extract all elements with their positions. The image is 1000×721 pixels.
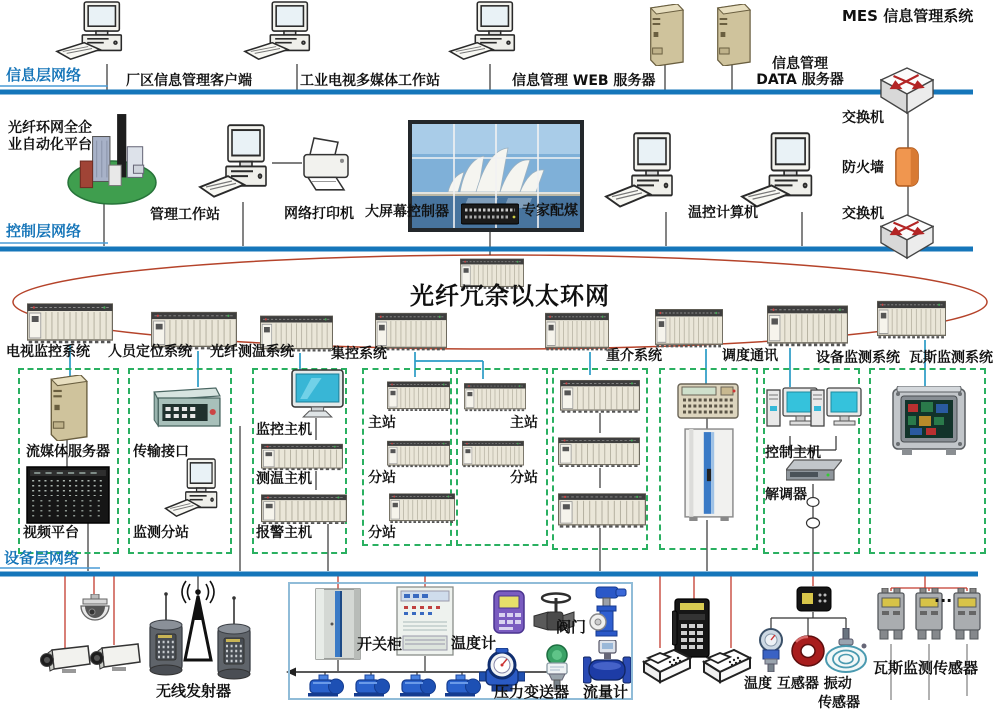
dispatch-console-icon <box>677 383 739 419</box>
tower-server-icon <box>645 4 685 66</box>
label-temp-computer: 温控计算机 <box>688 205 758 221</box>
label-temp-host: 测温主机 <box>256 471 312 487</box>
plc-rack-icon <box>387 436 450 469</box>
label-network-printer: 网络打印机 <box>284 206 354 222</box>
control-cabinet-icon <box>395 586 455 658</box>
desk-phone-icon <box>640 644 692 686</box>
label-alarm-host: 报警主机 <box>256 525 312 541</box>
plc-rack-icon <box>464 378 526 413</box>
box-camera-icon <box>38 644 92 678</box>
label-monitor-substation: 监测分站 <box>133 525 189 541</box>
switchgear-cabinet-icon <box>314 588 362 662</box>
label-flow-meter: 流量计 <box>583 683 629 701</box>
gas-monitor-unit-icon <box>892 386 966 456</box>
motor-icon <box>398 674 436 698</box>
label-valve: 阀门 <box>556 618 587 636</box>
vibration-sensor-icon <box>824 628 868 674</box>
label-sub-station: 分站 <box>368 525 396 541</box>
system-name-dispatch: 调度通讯 <box>722 348 778 364</box>
plc-rack-icon <box>261 439 343 472</box>
label-firewall: 防火墙 <box>842 160 884 176</box>
label-mes: MES 信息管理系统 <box>842 7 974 25</box>
plc-rack-icon <box>261 489 347 526</box>
label-demodulator: 解调器 <box>765 487 807 503</box>
crt-monitor-icon <box>291 369 344 419</box>
desktop-computer-icon <box>243 1 321 65</box>
label-web-server: 信息管理 WEB 服务器 <box>512 73 656 89</box>
label-data-server-2: DATA 服务器 <box>756 72 844 88</box>
label-management-ws: 管理工作站 <box>150 207 220 223</box>
label-switch-1: 交换机 <box>842 110 884 126</box>
plc-rack-icon <box>462 436 524 469</box>
system-name-dense-medium: 重介系统 <box>606 348 662 364</box>
label-sensor-group-1: 温度 互感器 振动 <box>744 676 852 692</box>
plc-rack-icon <box>545 306 609 353</box>
box-camera-icon <box>88 642 142 676</box>
label-platform-1: 光纤环网全企 <box>8 120 92 136</box>
thermometer-icon <box>490 589 530 635</box>
label-transmission-hub: 传输接口 <box>133 444 189 460</box>
video-platform-icon <box>26 466 110 524</box>
plc-rack-icon <box>27 296 113 346</box>
system-name-fiber-temp: 光纤测温系统 <box>210 344 294 360</box>
stream-server-icon <box>45 375 89 441</box>
plc-rack-icon <box>767 298 848 349</box>
junction-sensor-icon <box>796 585 832 613</box>
valve-icon <box>584 586 628 638</box>
system-name-equipment: 设备监测系统 <box>816 350 900 366</box>
label-sub-station: 分站 <box>368 470 396 486</box>
label-data-server-1: 信息管理 <box>772 56 828 72</box>
system-name-gas: 瓦斯监测系统 <box>909 350 993 366</box>
info-layer-label: 信息层网络 <box>6 66 82 84</box>
desktop-computer-icon <box>198 124 278 204</box>
device-layer-label: 设备层网络 <box>4 549 80 567</box>
label-factory-client: 厂区信息管理客户端 <box>126 73 252 89</box>
desktop-computer-icon <box>55 1 133 65</box>
label-gas-sensors: 瓦斯监测传感器 <box>873 659 979 677</box>
motor-icon <box>306 674 344 698</box>
system-name-personnel: 人员定位系统 <box>108 344 192 360</box>
label-platform-2: 业自动化平台 <box>8 137 92 153</box>
system-name-tv: 电视监控系统 <box>6 344 90 360</box>
system-name-central: 集控系统 <box>331 346 387 362</box>
transmission-hub-icon <box>148 386 222 428</box>
network-switch-icon <box>880 214 934 260</box>
label-sub-station: 分站 <box>510 470 538 486</box>
plc-rack-icon <box>387 376 450 413</box>
label-thermometer: 温度计 <box>451 634 497 652</box>
label-pressure-transmitter: 压力变送器 <box>494 683 570 701</box>
tall-cabinet-icon <box>683 428 735 522</box>
label-switchgear: 开关柜 <box>357 635 403 653</box>
motor-icon <box>352 674 390 698</box>
plc-rack-icon <box>389 488 455 525</box>
desktop-computer-icon <box>740 132 824 214</box>
antenna-icon <box>180 580 216 664</box>
label-multimedia-workstation: 工业电视多媒体工作站 <box>300 73 440 89</box>
label-stream-server: 流媒体服务器 <box>26 444 110 460</box>
plc-rack-icon <box>558 432 640 469</box>
label-ellipsis: ··· <box>934 591 953 610</box>
label-video-platform: 视频平台 <box>23 525 79 541</box>
label-monitor-host: 监控主机 <box>256 422 312 438</box>
label-control-host: 控制主机 <box>765 445 821 461</box>
desktop-computer-icon <box>604 132 684 214</box>
label-coal-expert: 专家配煤 <box>522 203 578 219</box>
label-master-station: 主站 <box>368 415 396 431</box>
printer-icon <box>300 136 352 196</box>
label-master-station: 主站 <box>510 415 538 431</box>
substation-pc-icon <box>164 458 226 522</box>
ring-title: 光纤冗余以太环网 <box>410 282 610 310</box>
label-switch-2: 交换机 <box>842 206 884 222</box>
current-transformer-icon <box>790 634 826 668</box>
control-layer-label: 控制层网络 <box>6 222 82 240</box>
demodulator-icon <box>786 459 842 485</box>
desktop-computer-icon <box>448 1 526 65</box>
wireless-transmitter-icon <box>216 596 252 682</box>
wireless-transmitter-icon <box>148 592 184 678</box>
plc-rack-icon <box>560 374 640 415</box>
plc-rack-icon <box>877 294 946 341</box>
control-host-icon <box>810 386 862 438</box>
motor-icon <box>443 674 481 698</box>
gas-sensor-icon <box>952 588 982 644</box>
wall-controller-icon <box>461 202 519 226</box>
label-bigscreen-controller: 大屏幕控制器 <box>365 204 449 220</box>
gas-sensor-icon <box>876 588 906 644</box>
plc-rack-icon <box>655 302 723 350</box>
network-switch-icon <box>880 67 934 115</box>
label-wireless-transmitter: 无线发射器 <box>156 682 232 700</box>
firewall-icon <box>894 147 920 187</box>
ptz-camera-icon <box>75 594 115 634</box>
temperature-sensor-icon <box>752 628 790 672</box>
label-sensor-group-2: 传感器 <box>818 695 860 711</box>
plc-rack-icon <box>558 487 646 530</box>
flow-meter-icon <box>583 640 631 688</box>
